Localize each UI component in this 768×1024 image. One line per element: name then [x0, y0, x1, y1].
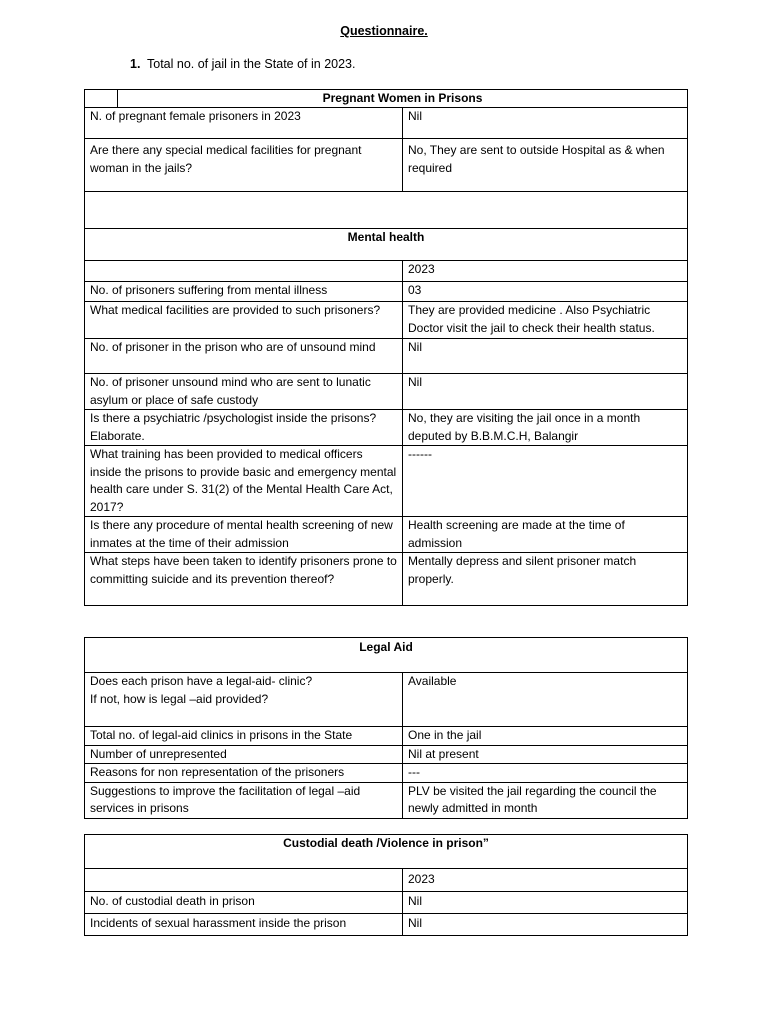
section-heading: Pregnant Women in Prisons	[322, 91, 483, 105]
answer-cell: Nil at present	[403, 745, 688, 764]
table-heading-cell	[85, 90, 688, 108]
question-cell: What medical facilities are provided to such prisoners?	[85, 302, 403, 339]
question-cell	[85, 673, 403, 727]
answer-cell: Nil	[403, 108, 688, 139]
question-cell: Suggestions to improve the facilitation of legal –aid services in prisons	[85, 782, 403, 818]
document-title: Questionnaire.	[340, 24, 428, 38]
question-number: 1.	[130, 57, 141, 71]
blank-cell	[85, 869, 403, 892]
heading-blank-cell	[85, 90, 118, 107]
mental-health-table	[84, 228, 688, 606]
answer-cell: Nil	[403, 339, 688, 374]
answer-cell: No, they are visiting the jail once in a month deputed by B.B.M.C.H, Balangir	[403, 410, 688, 446]
answer-cell: They are provided medicine . Also Psychiatric Doctor visit the jail to check their health status.	[403, 302, 688, 339]
question-cell: No. of prisoner in the prison who are of unsound mind	[85, 339, 403, 374]
answer-cell: Mentally depress and silent prisoner match properly.	[403, 553, 688, 606]
answer-cell: No, They are sent to outside Hospital as & when required	[403, 139, 688, 192]
answer-cell: Nil	[403, 914, 688, 936]
answer-cell: ------	[403, 446, 688, 517]
answer-cell: One in the jail	[403, 727, 688, 746]
answer-cell: ---	[403, 764, 688, 783]
year-cell: 2023	[403, 261, 688, 282]
pregnant-women-section	[84, 89, 687, 229]
year-cell: 2023	[403, 869, 688, 892]
section-heading: Mental health	[85, 229, 688, 261]
mental-health-section	[84, 228, 687, 606]
question-cell: What steps have been taken to identify prisoners prone to committing suicide and its prevention thereof?	[85, 553, 403, 606]
question-cell: No. of custodial death in prison	[85, 892, 403, 914]
blank-cell	[85, 261, 403, 282]
question-line: Does each prison have a legal-aid- clinic?	[90, 674, 313, 688]
question-cell: N. of pregnant female prisoners in 2023	[85, 108, 403, 139]
answer-cell: Available	[403, 673, 688, 727]
answer-cell: PLV be visited the jail regarding the council the newly admitted in month	[403, 782, 688, 818]
pregnant-women-table	[84, 89, 688, 229]
question-cell: No. of prisoners suffering from mental illness	[85, 282, 403, 302]
question-cell: What training has been provided to medical officers inside the prisons to provide basic and emergency mental health care under S. 31(2) of the Mental Health Care Act, 2017?	[85, 446, 403, 517]
question-cell: Number of unrepresented	[85, 745, 403, 764]
question-cell: Is there a psychiatric /psychologist inside the prisons? Elaborate.	[85, 410, 403, 446]
section-heading: Legal Aid	[85, 638, 688, 673]
legal-aid-table	[84, 637, 688, 819]
question-cell: Incidents of sexual harassment inside the prison	[85, 914, 403, 936]
question-cell: Is there any procedure of mental health screening of new inmates at the time of their admission	[85, 517, 403, 553]
answer-cell: Health screening are made at the time of admission	[403, 517, 688, 553]
blank-row	[85, 192, 688, 229]
question-line: If not, how is legal –aid provided?	[90, 691, 269, 706]
section-heading: Custodial death /Violence in prison”	[85, 835, 688, 869]
answer-cell: Nil	[403, 374, 688, 410]
legal-aid-section	[84, 637, 687, 819]
custodial-death-table	[84, 834, 688, 936]
custodial-death-section	[84, 834, 687, 936]
question-cell: Total no. of legal-aid clinics in prisons in the State	[85, 727, 403, 746]
question-cell: Reasons for non representation of the prisoners	[85, 764, 403, 783]
question-1	[130, 57, 355, 71]
answer-cell: Nil	[403, 892, 688, 914]
question-cell: Are there any special medical facilities for pregnant woman in the jails?	[85, 139, 403, 192]
question-text: Total no. of jail in the State of in 2023.	[147, 57, 356, 71]
answer-cell: 03	[403, 282, 688, 302]
question-cell: No. of prisoner unsound mind who are sent to lunatic asylum or place of safe custody	[85, 374, 403, 410]
